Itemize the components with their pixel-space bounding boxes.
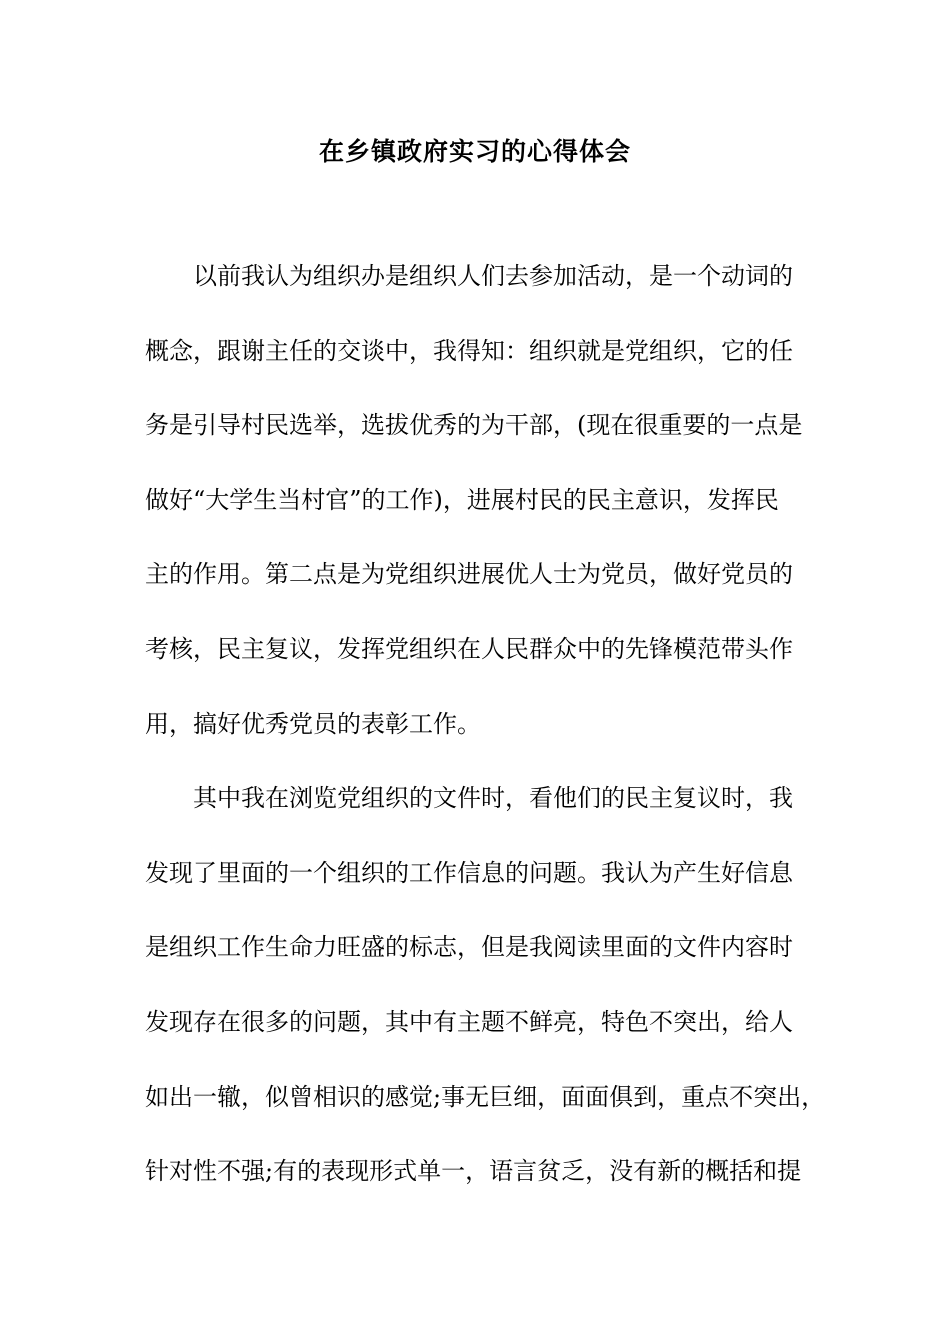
document-title: 在乡镇政府实习的心得体会 xyxy=(318,137,631,166)
paragraph-line: 针对性不强;有的表现形式单一，语言贫乏，没有新的概括和提 xyxy=(145,1157,802,1186)
paragraph-line: 如出一辙，似曾相识的感觉;事无巨细，面面俱到，重点不突出， xyxy=(145,1082,826,1111)
document-body xyxy=(145,258,825,1228)
paragraph-line: 是组织工作生命力旺盛的标志，但是我阅读里面的文件内容时 xyxy=(145,933,793,962)
paragraph-1 xyxy=(145,258,825,780)
paragraph-line: 发现了里面的一个组织的工作信息的问题。我认为产生好信息 xyxy=(145,858,793,887)
paragraph-line: 其中我在浏览党组织的文件时，看他们的民主复议时，我 xyxy=(193,784,793,813)
paragraph-line: 以前我认为组织办是组织人们去参加活动，是一个动词的 xyxy=(193,262,793,290)
paragraph-line: 考核，民主复议，发挥党组织在人民群众中的先锋模范带头作 xyxy=(145,634,793,663)
paragraph-line: 做好“大学生当村官”的工作)，进展村民的民主意识，发挥民 xyxy=(145,485,779,514)
paragraph-line: 务是引导村民选举，选拔优秀的为干部，(现在很重要的一点是 xyxy=(145,411,803,440)
paragraph-line: 用，搞好优秀党员的表彰工作。 xyxy=(145,709,481,738)
paragraph-2 xyxy=(145,780,825,1228)
paragraph-line: 主的作用。第二点是为党组织进展优人士为党员，做好党员的 xyxy=(145,560,793,589)
paragraph-line: 概念，跟谢主任的交谈中，我得知：组织就是党组织，它的任 xyxy=(145,336,793,365)
paragraph-line: 发现存在很多的问题，其中有主题不鲜亮，特色不突出，给人 xyxy=(145,1007,793,1036)
